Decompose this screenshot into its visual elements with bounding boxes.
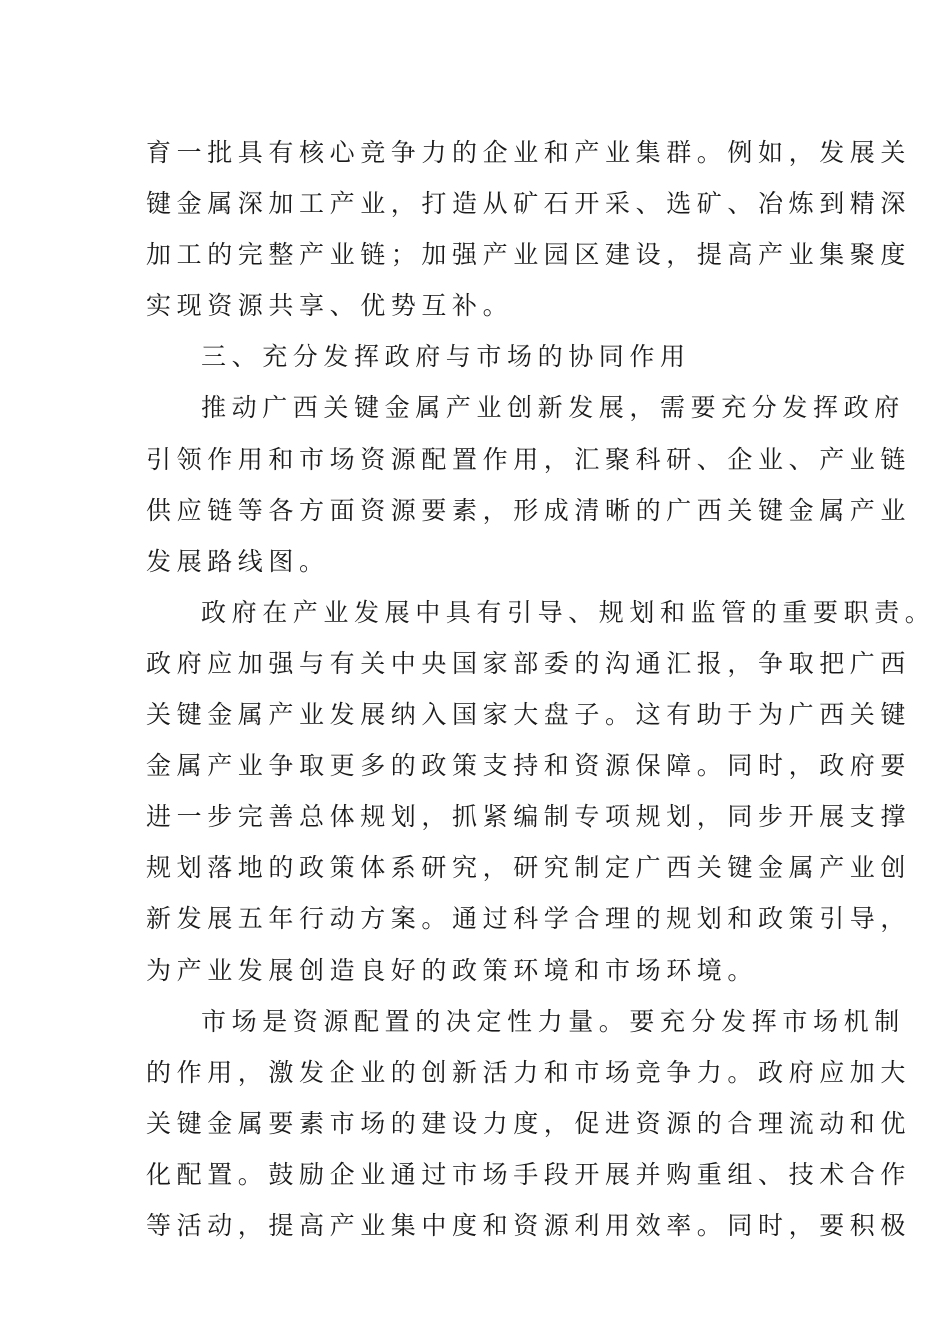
text-line: 关键金属产业发展纳入国家大盘子。这有助于为广西关键	[146, 700, 912, 730]
text-line: 育一批具有核心竞争力的企业和产业集群。例如，发展关	[146, 138, 912, 167]
text-line: 键金属深加工产业，打造从矿石开采、选矿、冶炼到精深	[146, 189, 912, 219]
text-line: 化配置。鼓励企业通过市场手段开展并购重组、技术合作	[146, 1159, 912, 1189]
paragraph-first-line: 三、充分发挥政府与市场的协同作用	[201, 342, 691, 372]
text-line: 加工的完整产业链；加强产业园区建设，提高产业集聚度	[146, 240, 912, 270]
text-line: 等活动，提高产业集中度和资源利用效率。同时，要积极	[146, 1210, 912, 1240]
text-line: 实现资源共享、优势互补。	[146, 291, 514, 321]
text-line: 引领作用和市场资源配置作用，汇聚科研、企业、产业链	[146, 444, 912, 474]
paragraph-first-line: 市场是资源配置的决定性力量。要充分发挥市场机制	[201, 1006, 905, 1036]
text-line: 政府应加强与有关中央国家部委的沟通汇报，争取把广西	[146, 648, 912, 678]
text-line: 进一步完善总体规划，抓紧编制专项规划，同步开展支撑	[146, 802, 912, 832]
paragraph-first-line: 推动广西关键金属产业创新发展，需要充分发挥政府	[201, 393, 905, 423]
text-line: 新发展五年行动方案。通过科学合理的规划和政策引导，	[146, 904, 912, 934]
text-line: 关键金属要素市场的建设力度，促进资源的合理流动和优	[146, 1108, 912, 1138]
text-line: 为产业发展创造良好的政策环境和市场环境。	[146, 955, 759, 985]
document-body	[146, 127, 936, 1251]
text-line: 供应链等各方面资源要素，形成清晰的广西关键金属产业	[146, 495, 912, 525]
paragraph-first-line: 政府在产业发展中具有引导、规划和监管的重要职责。	[201, 597, 936, 627]
text-line: 金属产业争取更多的政策支持和资源保障。同时，政府要	[146, 751, 912, 781]
text-line: 发展路线图。	[146, 546, 330, 576]
text-line: 规划落地的政策体系研究，研究制定广西关键金属产业创	[146, 853, 912, 883]
text-line: 的作用，激发企业的创新活力和市场竞争力。政府应加大	[146, 1057, 912, 1087]
